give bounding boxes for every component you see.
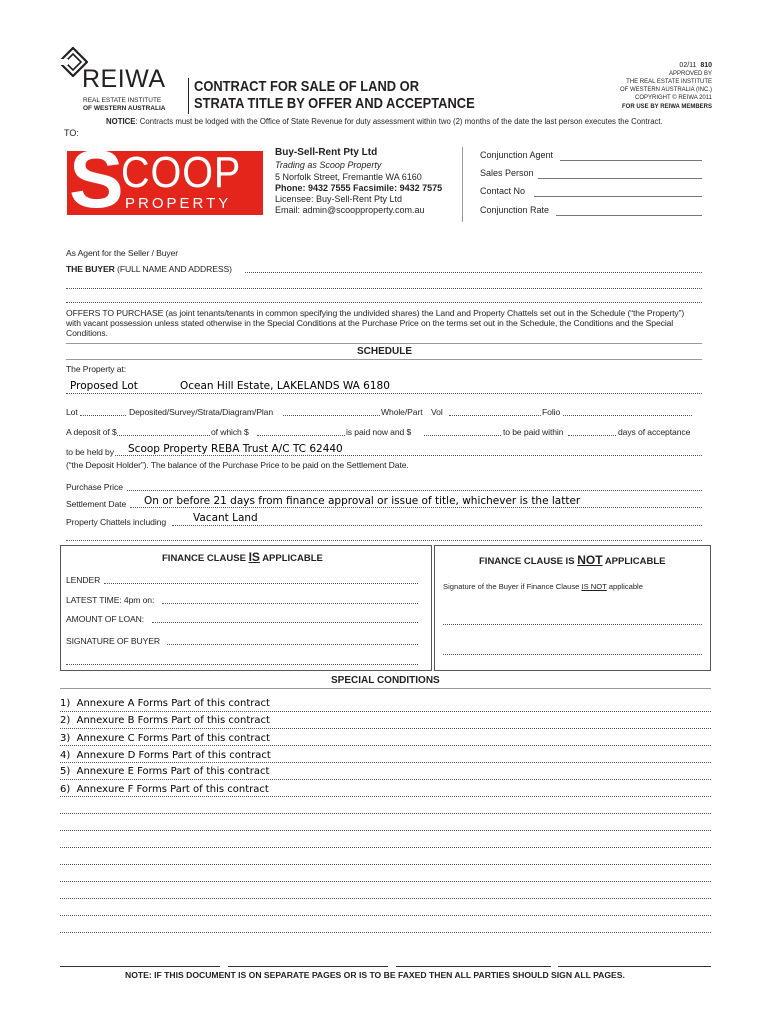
logo-property: PROPERTY <box>125 195 232 212</box>
special-conditions-rule <box>60 688 711 689</box>
special-condition-5: 5) Annexure E Forms Part of this contract <box>60 766 270 777</box>
loan-amount-label: AMOUNT OF LOAN: <box>66 614 145 624</box>
deposited-plan-label: Deposited/Survey/Strata/Diagram/Plan <box>129 407 273 417</box>
special-line-5[interactable] <box>60 779 711 780</box>
offer-text-2: with vacant possession unless stated otherwise in the Special Conditions at the Purchase Price on the terms set out in the Schedule, the Conditions and the Special <box>66 318 674 328</box>
special-line-8[interactable] <box>60 830 711 831</box>
lot-field[interactable] <box>80 415 126 416</box>
chattels-value: Vacant Land <box>193 512 258 524</box>
buyer-field-1[interactable] <box>245 272 702 273</box>
buyer-signature-field[interactable] <box>167 644 418 645</box>
held-by-field[interactable] <box>115 455 702 456</box>
signature-line-1[interactable] <box>60 966 220 967</box>
logo-coop: COOP <box>121 148 242 197</box>
buyer-label: THE BUYER (FULL NAME AND ADDRESS) <box>66 264 232 274</box>
signature-line-4[interactable] <box>558 966 711 967</box>
deposit-label: A deposit of $ <box>66 427 117 437</box>
property-address: Ocean Hill Estate, LAKELANDS WA 6180 <box>180 380 390 392</box>
offer-text-1: OFFERS TO PURCHASE (as joint tenants/tenants in common specifying the undivided shares) the Land and Property Chattels set out in the Schedule (“the Property”) <box>66 308 685 318</box>
approved-line-2: THE REAL ESTATE INSTITUTE <box>626 79 712 85</box>
agency-licensee: Licensee: Buy-Sell-Rent Pty Ltd <box>275 194 403 204</box>
deposit-holder-text: (“the Deposit Holder”). The balance of the Purchase Price to be paid on the Settlement Date. <box>66 460 409 470</box>
agent-for-label: As Agent for the Seller / Buyer <box>66 248 179 258</box>
agency-address: 5 Norfolk Street, Fremantle WA 6160 <box>275 172 422 182</box>
special-line-9[interactable] <box>60 847 711 848</box>
latest-time-field[interactable] <box>162 603 418 604</box>
page-title-line2: STRATA TITLE BY OFFER AND ACCEPTANCE <box>194 95 475 112</box>
lender-field[interactable] <box>104 583 418 584</box>
approved-line-1: APPROVED BY <box>668 71 712 77</box>
held-by-value: Scoop Property REBA Trust A/C TC 62440 <box>128 443 343 455</box>
conjunction-agent-field[interactable] <box>560 160 702 161</box>
special-condition-6: 6) Annexure F Forms Part of this contract <box>60 784 269 795</box>
special-line-14[interactable] <box>60 932 711 933</box>
notice: NOTICE: Contracts must be lodged with the Office of State Revenue for duty assessment within two (2) months of the date the last person executes the Contract. <box>106 117 663 126</box>
approved-line-3: OF WESTERN AUSTRALIA (INC.) <box>619 87 712 93</box>
special-line-7[interactable] <box>60 813 711 814</box>
property-lot: Proposed Lot <box>70 380 138 392</box>
balance-field[interactable] <box>424 435 501 436</box>
whole-part-label: Whole/Part <box>381 407 423 417</box>
of-which-label: of which $ <box>211 427 249 437</box>
finance-extra-field[interactable] <box>66 664 418 665</box>
special-condition-3: 3) Annexure C Forms Part of this contract <box>60 733 271 744</box>
finance-not-applicable-heading: FINANCE CLAUSE IS NOT APPLICABLE <box>479 553 666 567</box>
latest-time-label: LATEST TIME: 4pm on: <box>66 595 155 605</box>
not-applicable-signature-field[interactable] <box>443 624 702 625</box>
footer-note: NOTE: IF THIS DOCUMENT IS ON SEPARATE PAGES OR IS TO BE FAXED THEN ALL PARTIES SHOULD SIGN ALL PAGES. <box>125 970 625 980</box>
loan-amount-field[interactable] <box>152 622 418 623</box>
special-line-4[interactable] <box>60 762 711 763</box>
buyer-signature-label: SIGNATURE OF BUYER <box>66 636 161 646</box>
reiwa-institute-line1: REAL ESTATE INSTITUTE <box>83 97 162 104</box>
approved-line-4: COPYRIGHT © REIWA 2011 <box>635 95 712 101</box>
conjunction-agent-label: Conjunction Agent <box>480 150 554 160</box>
purchase-price-label: Purchase Price <box>66 482 123 492</box>
property-field[interactable] <box>66 393 702 394</box>
buyer-field-3[interactable] <box>66 302 702 303</box>
header-divider <box>188 78 189 114</box>
logo-letter-s: S <box>69 134 124 225</box>
chattels-label: Property Chattels including <box>66 517 167 527</box>
reiwa-institute-line2: OF WESTERN AUSTRALIA <box>83 105 166 112</box>
special-line-11[interactable] <box>60 881 711 882</box>
paid-now-label: is paid now and $ <box>346 427 412 437</box>
agency-name: Buy-Sell-Rent Pty Ltd <box>275 147 378 158</box>
special-line-10[interactable] <box>60 864 711 865</box>
schedule-rule-top <box>66 343 702 344</box>
paid-within-label: to be paid within <box>503 427 564 437</box>
folio-field[interactable] <box>563 415 692 416</box>
not-applicable-signature-label: Signature of the Buyer if Finance Clause IS NOT applicable <box>443 582 643 591</box>
offer-text-3: Conditions. <box>66 328 108 338</box>
sales-person-label: Sales Person <box>480 168 534 178</box>
special-line-13[interactable] <box>60 915 711 916</box>
property-label: The Property at: <box>66 364 127 374</box>
purchase-price-field[interactable] <box>127 490 702 491</box>
special-condition-1: 1) Annexure A Forms Part of this contract <box>60 698 270 709</box>
buyer-field-2[interactable] <box>66 288 702 289</box>
settlement-date-field[interactable] <box>130 507 702 508</box>
schedule-heading: SCHEDULE <box>357 346 413 357</box>
reiwa-logo <box>58 45 183 115</box>
not-applicable-signature-field-2[interactable] <box>443 654 702 655</box>
days-label: days of acceptance <box>618 427 691 437</box>
special-conditions-heading: SPECIAL CONDITIONS <box>331 675 440 686</box>
signature-line-3[interactable] <box>396 966 551 967</box>
of-which-field[interactable] <box>257 435 345 436</box>
form-code: 02/11 810 <box>679 62 712 69</box>
vol-field[interactable] <box>449 415 541 416</box>
lender-label: LENDER <box>66 575 101 585</box>
contact-no-field[interactable] <box>534 196 702 197</box>
special-line-6[interactable] <box>60 796 711 797</box>
reiwa-wordmark: REIWA <box>82 65 166 93</box>
special-line-2[interactable] <box>60 728 711 729</box>
contact-no-label: Contact No <box>480 186 526 196</box>
signature-line-2[interactable] <box>228 966 388 967</box>
agency-trading: Trading as Scoop Property <box>275 160 382 170</box>
folio-label: Folio <box>542 407 561 417</box>
agency-phone: Phone: 9432 7555 Facsimile: 9432 7575 <box>275 183 443 193</box>
chattels-field-2[interactable] <box>66 540 702 541</box>
to-label: TO: <box>64 128 79 138</box>
conjunction-divider <box>462 147 463 222</box>
special-condition-2: 2) Annexure B Forms Part of this contract <box>60 715 270 726</box>
special-condition-4: 4) Annexure D Forms Part of this contract <box>60 750 271 761</box>
page-title-line1: CONTRACT FOR SALE OF LAND OR <box>194 78 420 95</box>
held-by-label: to be held by <box>66 447 114 457</box>
conjunction-rate-label: Conjunction Rate <box>480 205 550 215</box>
conjunction-rate-field[interactable] <box>556 215 702 216</box>
deposit-field[interactable] <box>117 435 210 436</box>
special-line-12[interactable] <box>60 898 711 899</box>
agency-email: Email: admin@scoopproperty.com.au <box>275 205 425 215</box>
scoop-property-logo <box>67 134 263 225</box>
paid-within-field[interactable] <box>568 435 616 436</box>
members-only: FOR USE BY REIWA MEMBERS <box>621 104 712 110</box>
special-line-1[interactable] <box>60 711 711 712</box>
finance-applicable-heading: FINANCE CLAUSE IS APPLICABLE <box>162 550 323 564</box>
vol-label: Vol <box>431 407 443 417</box>
lot-label: Lot <box>66 407 78 417</box>
schedule-rule-bottom <box>66 359 702 360</box>
deposited-plan-field[interactable] <box>283 415 380 416</box>
settlement-date-label: Settlement Date <box>66 499 127 509</box>
chattels-field[interactable] <box>172 525 702 526</box>
sales-person-field[interactable] <box>538 178 702 179</box>
special-line-3[interactable] <box>60 745 711 746</box>
settlement-date-value: On or before 21 days from finance approval or issue of title, whichever is the latter <box>144 495 581 507</box>
